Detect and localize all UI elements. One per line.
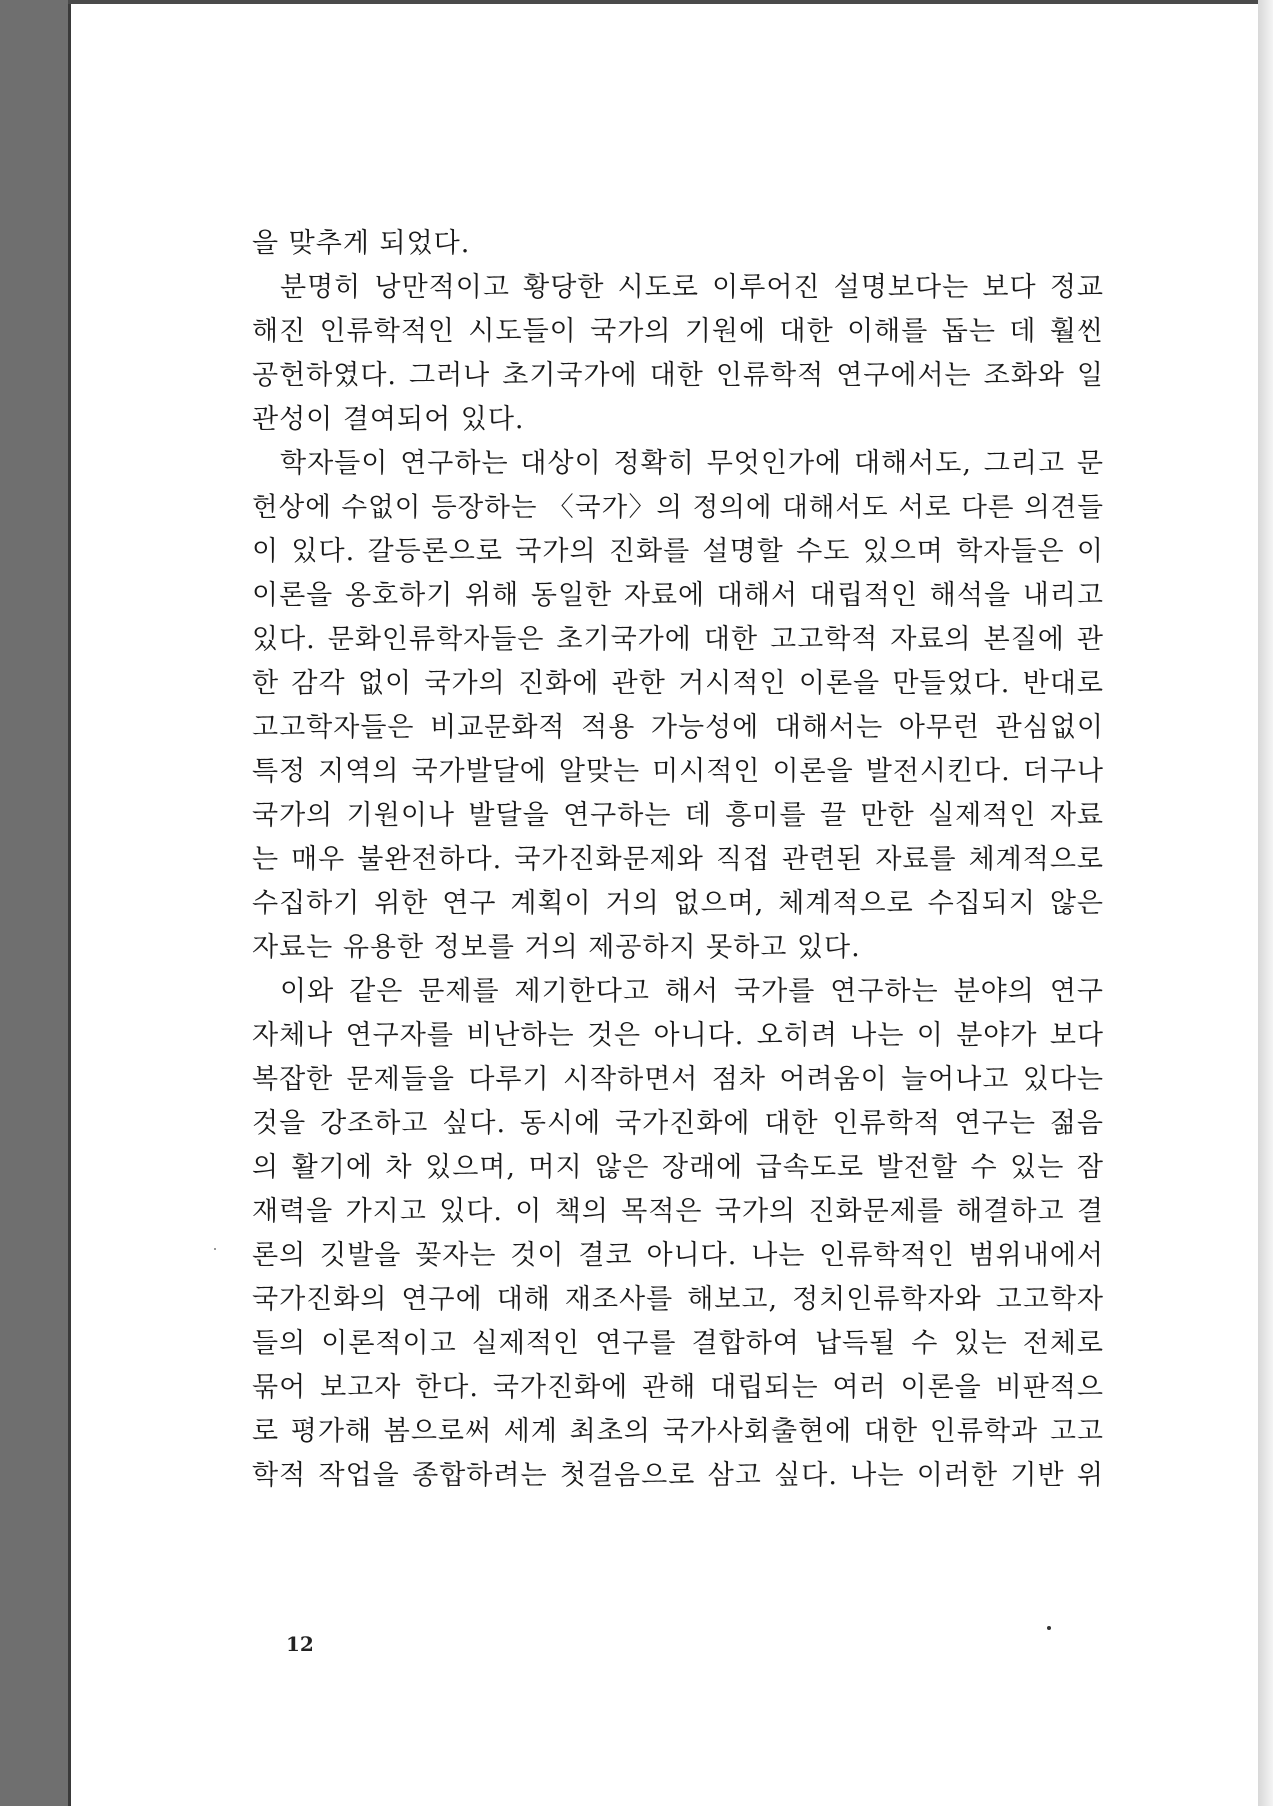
text-line: 국가의 기원이나 발달을 연구하는 데 흥미를 끌 만한 실제적인 자료 [252, 800, 1104, 831]
text-line: 자체나 연구자를 비난하는 것은 아니다. 오히려 나는 이 분야가 보다 [252, 1020, 1104, 1051]
text-line: 것을 강조하고 싶다. 동시에 국가진화에 대한 인류학적 연구는 젊음 [252, 1108, 1104, 1139]
text-line: 자료는 유용한 정보를 거의 제공하지 못하고 있다. [252, 932, 861, 963]
text-line: 로 평가해 봄으로써 세계 최초의 국가사회출현에 대한 인류학과 고고 [252, 1416, 1104, 1447]
text-line: 있다. 문화인류학자들은 초기국가에 대한 고고학적 자료의 본질에 관 [252, 624, 1104, 655]
text-line: 한 감각 없이 국가의 진화에 관한 거시적인 이론을 만들었다. 반대로 [252, 668, 1104, 699]
text-line: 수집하기 위한 연구 계획이 거의 없으며, 체계적으로 수집되지 않은 [252, 888, 1104, 919]
text-line: 고고학자들은 비교문화적 적용 가능성에 대해서는 아무런 관심없이 [252, 712, 1104, 743]
page-edge-shadow [1258, 0, 1273, 1806]
text-line: 이 있다. 갈등론으로 국가의 진화를 설명할 수도 있으며 학자들은 이 [252, 536, 1104, 567]
text-line: 특정 지역의 국가발달에 알맞는 미시적인 이론을 발전시킨다. 더구나 [252, 756, 1104, 787]
text-line: 을 맞추게 되었다. [252, 228, 471, 259]
text-line: 국가진화의 연구에 대해 재조사를 해보고, 정치인류학자와 고고학자 [252, 1284, 1104, 1315]
text-line: 학자들이 연구하는 대상이 정확히 무엇인가에 대해서도, 그리고 문 [280, 448, 1104, 479]
text-line: 의 활기에 차 있으며, 머지 않은 장래에 급속도로 발전할 수 있는 잠 [252, 1152, 1104, 1183]
text-line: 해진 인류학적인 시도들이 국가의 기원에 대한 이해를 돕는 데 훨씬 [252, 316, 1104, 347]
text-line: 관성이 결여되어 있다. [252, 404, 525, 435]
text-line: 론의 깃발을 꽂자는 것이 결코 아니다. 나는 인류학적인 범위내에서 [252, 1240, 1104, 1271]
text-line: 복잡한 문제들을 다루기 시작하면서 점차 어려움이 늘어나고 있다는 [252, 1064, 1104, 1095]
text-line: 재력을 가지고 있다. 이 책의 목적은 국가의 진화문제를 해결하고 결 [252, 1196, 1104, 1227]
text-line: 헌상에 수없이 등장하는 〈국가〉의 정의에 대해서도 서로 다른 의견들 [252, 492, 1104, 523]
text-line: 묶어 보고자 한다. 국가진화에 관해 대립되는 여러 이론을 비판적으 [252, 1372, 1104, 1403]
text-line: 들의 이론적이고 실제적인 연구를 결합하여 납득될 수 있는 전체로 [252, 1328, 1104, 1359]
text-line: 공헌하였다. 그러나 초기국가에 대한 인류학적 연구에서는 조화와 일 [252, 360, 1104, 391]
text-line: 이론을 옹호하기 위해 동일한 자료에 대해서 대립적인 해석을 내리고 [252, 580, 1104, 611]
page-number: 12 [286, 1632, 314, 1656]
print-speck [214, 1248, 216, 1250]
text-line: 학적 작업을 종합하려는 첫걸음으로 삼고 싶다. 나는 이러한 기반 위 [252, 1460, 1104, 1491]
text-line: 분명히 낭만적이고 황당한 시도로 이루어진 설명보다는 보다 정교 [280, 272, 1104, 303]
print-speck [1047, 1626, 1051, 1630]
text-line: 는 매우 불완전하다. 국가진화문제와 직접 관련된 자료를 체계적으로 [252, 844, 1104, 875]
body-text [252, 222, 1104, 1498]
text-line: 이와 같은 문제를 제기한다고 해서 국가를 연구하는 분야의 연구 [280, 976, 1104, 1007]
